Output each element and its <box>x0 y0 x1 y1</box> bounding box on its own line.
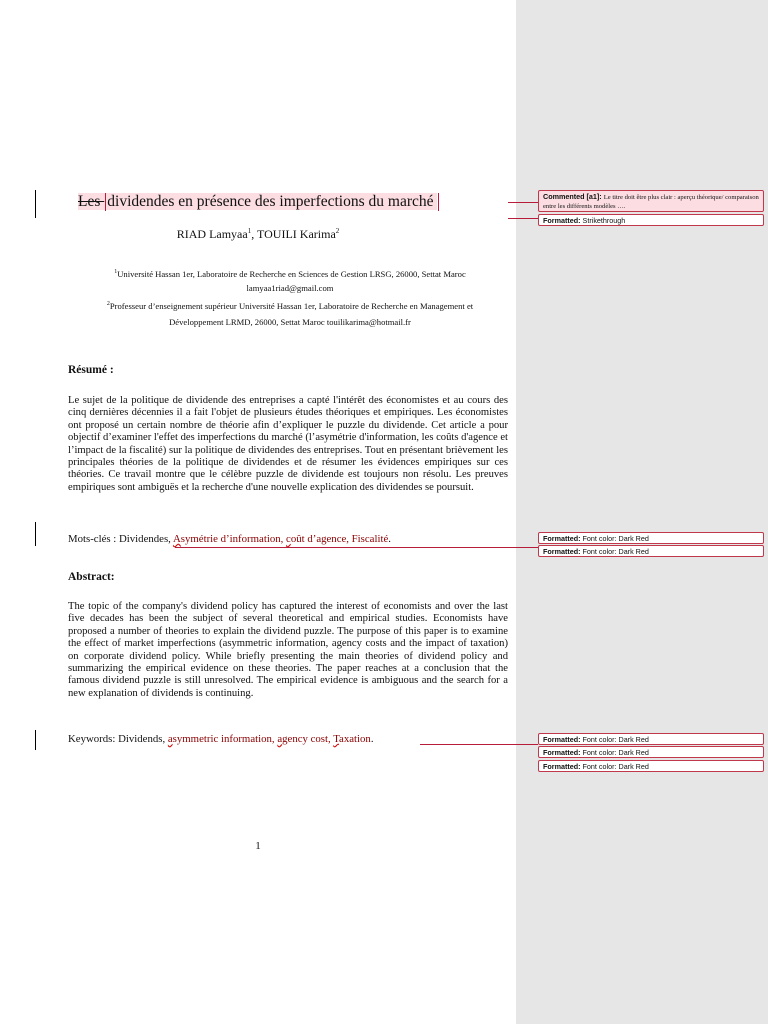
kw-en-1-first: a <box>167 733 173 745</box>
kw-en-1-rest: symmetric information, <box>172 733 278 745</box>
kw-en-2-rest: gency cost, <box>282 733 334 745</box>
keywords-end: . <box>370 733 374 745</box>
affiliation-1-text: Université Hassan 1er, Laboratoire de Recherche en Sciences de Gestion LRSG, 26000, Settat Maroc <box>117 268 466 279</box>
kw-en-3-rest: axation <box>339 733 371 745</box>
formatted-balloon-darkred[interactable] <box>538 532 764 544</box>
abstract-paragraph: The topic of the company's dividend policy has captured the interest of economists and over the last five decades has been the subject of several theoretical and empirical studies. Economists have proposed a number of theories to explain the dividend puzzle. The purpose of this paper is to examine the effect of market imperfections (asymmetric information, agency costs and the impact of taxation) on corporate dividend policy. While briefly presenting the main theories of dividend policy and summarizing the empirical evidence on these theories. The paper reaches at a conclusion that the famous dividend puzzle is still unresolved. The empirical evidence is ambiguous and the search for a new explanation of dividends is continuing. <box>68 601 508 699</box>
kw-fr-2-first: c <box>286 533 291 545</box>
formatted-detail: Font color: Dark Red <box>582 547 649 556</box>
affiliation-2 <box>70 296 510 330</box>
formatted-label: Formatted: <box>543 762 581 771</box>
keywords-label: Keywords: Dividends, <box>68 733 168 745</box>
keywords-line <box>68 733 374 745</box>
formatted-detail: Font color: Dark Red <box>582 534 649 543</box>
mots-cles-label: Mots-clés : Dividendes, <box>68 533 173 545</box>
formatted-balloon-darkred[interactable] <box>538 746 764 758</box>
balloon-connector <box>420 744 538 745</box>
formatted-label: Formatted: <box>543 547 581 556</box>
email-line <box>70 280 510 296</box>
title-text: dividendes en présence des imperfections du marché <box>107 193 434 210</box>
comment-text: Le titre doit être plus clair : aperçu théorique/ comparaison entre les différents modèles …. <box>543 194 759 210</box>
mots-cles-end: . <box>388 533 391 545</box>
deleted-title-word: Les <box>78 193 105 210</box>
balloon-connector <box>508 218 538 219</box>
resume-paragraph: Le sujet de la politique de dividende des entreprises a capté l'intérêt des économistes et au cours des cinq dernières décennies il a fait l'objet de plusieurs études théoriques et empiriques. Les économistes ont proposé un certain nombre de théorie afin d’expliquer le puzzle du dividende. Cet article a pour objectif d’examiner l'effet des imperfections du marché (l’asymétrie d'information, les coûts d'agence et l’impact de la fiscalité) sur la politique de dividendes des entreprises. Tout en présentant brièvement les principales théories de la politique de dividendes et de résumer les évidences empiriques sur ces théories. Ce travail montre que le célèbre puzzle de dividende est toujours non résolu. Les preuves empiriques sont ambiguës et la recherche d'une nouvelle explication des dividendes se poursuit. <box>68 395 508 493</box>
kw-fr-1-first: A <box>172 533 181 545</box>
author-2-sup: 2 <box>335 227 340 235</box>
kw-en-2-first: a <box>277 733 283 745</box>
formatted-label: Formatted: <box>543 216 581 225</box>
change-bar <box>35 522 36 546</box>
author-separator: , <box>251 227 258 241</box>
formatted-detail: Font color: Dark Red <box>582 748 649 757</box>
markup-pane <box>516 0 768 1024</box>
kw-en-3-first: T <box>333 733 340 745</box>
formatted-balloon-strikethrough[interactable] <box>538 214 764 226</box>
balloon-connector <box>175 547 538 548</box>
formatted-balloon-darkred[interactable] <box>538 545 764 557</box>
comment-balloon[interactable] <box>538 190 764 212</box>
formatted-detail: Strikethrough <box>582 216 626 225</box>
formatted-label: Formatted: <box>543 534 581 543</box>
resume-heading: Résumé : <box>68 364 114 376</box>
formatted-detail: Font color: Dark Red <box>582 735 649 744</box>
formatted-balloon-darkred[interactable] <box>538 760 764 772</box>
affiliation-2-line2: Développement LRMD, 26000, Settat Maroc touilikarima@hotmail.fr <box>169 316 411 327</box>
email-text: lamyaa1riad@gmail.com <box>246 283 334 293</box>
affiliation-2-line1: Professeur d’enseignement supérieur Université Hassan 1er, Laboratoire de Recherche en Management et <box>109 300 474 311</box>
comment-end-mark <box>438 193 439 211</box>
formatted-detail: Font color: Dark Red <box>582 762 649 771</box>
page-number: 1 <box>255 840 261 852</box>
change-bar <box>35 190 36 218</box>
kw-fr-1-rest: symétrie d’information, <box>180 533 287 545</box>
authors-line <box>0 227 516 242</box>
formatted-balloon-darkred[interactable] <box>538 733 764 745</box>
author-2: TOUILI Karima <box>257 227 336 241</box>
formatted-label: Formatted: <box>543 735 581 744</box>
page-title[interactable] <box>78 191 508 213</box>
change-bar <box>35 730 36 750</box>
balloon-connector <box>508 202 538 203</box>
affiliation-2-sup: 2 <box>106 301 110 307</box>
mots-cles-line <box>68 533 391 545</box>
author-1-sup: 1 <box>247 227 252 235</box>
formatted-label: Formatted: <box>543 748 581 757</box>
affiliation-1-sup: 1 <box>114 269 118 275</box>
comment-label: Commented [a1]: <box>543 192 602 201</box>
abstract-heading: Abstract: <box>68 571 115 583</box>
author-1: RIAD Lamyaa <box>176 227 248 241</box>
kw-fr-2-rest: oût d’agence, Fiscalité <box>290 533 389 545</box>
